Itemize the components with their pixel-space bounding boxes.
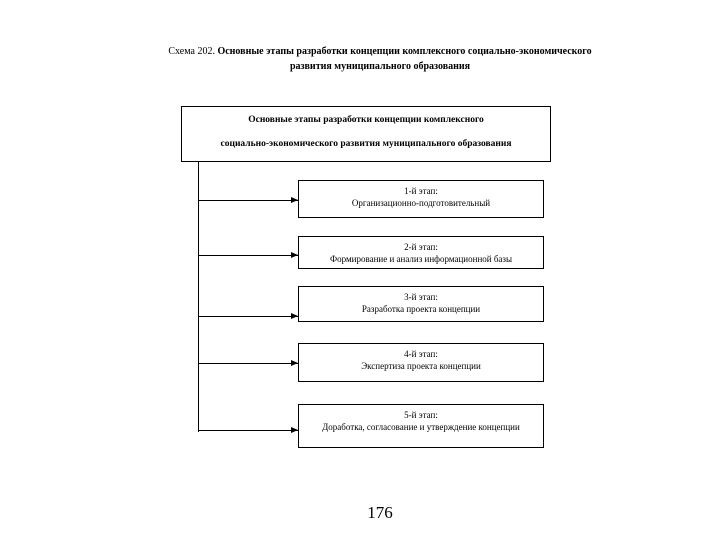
stage-4-box xyxy=(298,343,544,382)
connector-stage-5 xyxy=(198,430,298,431)
stage-5-desc: Доработка, согласование и утверждение концепции xyxy=(322,422,520,432)
main-box-line-2: социально-экономического развития муниципального образования xyxy=(220,139,512,149)
stage-2-desc: Формирование и анализ информационной базы xyxy=(329,254,513,264)
diagram-title xyxy=(150,44,610,74)
stage-3-desc: Разработка проекта концепции xyxy=(361,304,481,314)
main-concept-box xyxy=(181,106,551,162)
stage-1-box xyxy=(298,180,544,218)
arrow-stage-5-icon xyxy=(291,427,298,433)
stage-1-desc: Организационно-подготовительный xyxy=(351,198,491,208)
connector-stage-2 xyxy=(198,255,298,256)
stage-4-name: 4-й этап: xyxy=(404,349,438,359)
stage-2-box xyxy=(298,236,544,269)
stage-1-name: 1-й этап: xyxy=(404,186,438,196)
arrow-stage-2-icon xyxy=(291,252,298,258)
diagram-title-number: Схема 202. xyxy=(168,46,215,57)
connector-vertical-line xyxy=(198,162,199,432)
main-box-line-1: Основные этапы разработки концепции комплексного xyxy=(248,115,484,125)
stage-3-name: 3-й этап: xyxy=(404,292,438,302)
page-number: 176 xyxy=(367,503,393,522)
diagram-title-text: Основные этапы разработки концепции комплексного социально-экономического развития муниципального образования xyxy=(217,46,592,72)
arrow-stage-3-icon xyxy=(291,313,298,319)
connector-stage-1 xyxy=(198,200,298,201)
arrow-stage-4-icon xyxy=(291,360,298,366)
stage-4-desc: Экспертиза проекта концепции xyxy=(361,361,481,371)
stage-5-name: 5-й этап: xyxy=(404,410,438,420)
stage-2-name: 2-й этап: xyxy=(404,242,438,252)
stage-5-box xyxy=(298,404,544,448)
arrow-stage-1-icon xyxy=(291,197,298,203)
stage-3-box xyxy=(298,286,544,322)
connector-stage-3 xyxy=(198,316,298,317)
connector-stage-4 xyxy=(198,363,298,364)
